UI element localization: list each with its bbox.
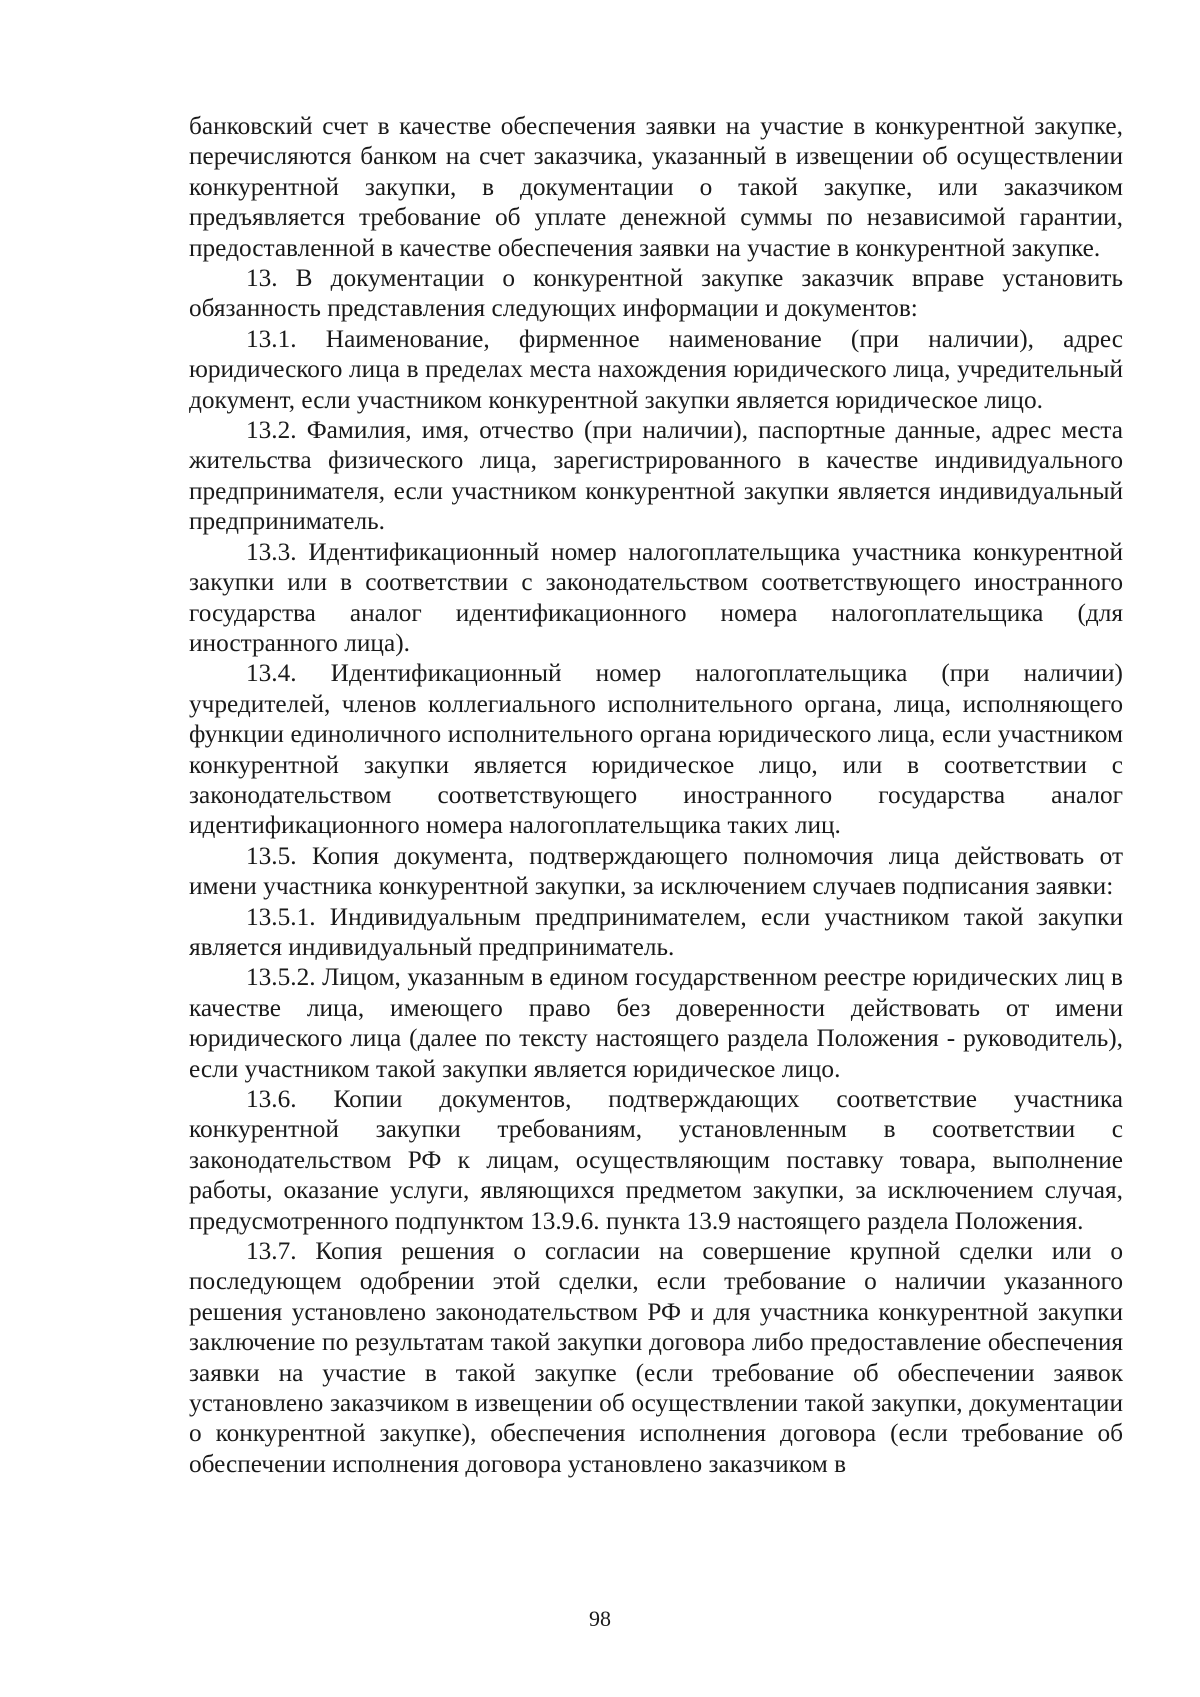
paragraph-13: 13. В документации о конкурентной закупке заказчик вправе установить обязанность представления следующих информации и документов: — [189, 264, 1123, 323]
paragraph-13-3: 13.3. Идентификационный номер налогоплательщика участника конкурентной закупки или в соответствии с законодательством соответствующего иностранного государства аналог идентификационного номера налогоплательщика (для иностранного лица). — [189, 537, 1123, 657]
paragraph-13-7: 13.7. Копия решения о согласии на совершение крупной сделки или о последующем одобрении этой сделки, если требование о наличии указанного решения установлено законодательством РФ и для участника конкурентной закупки заключение по результатам такой закупки договора либо предоставление обеспечения заявки на участие в такой закупке (если требование об обеспечении заявок установлено заказчиком в извещении об осуществлении такой закупки, документации о конкурентной закупке), обеспечения исполнения договора (если требование об обеспечении исполнения договора установлено заказчиком в — [189, 1237, 1123, 1478]
paragraph-13-6: 13.6. Копии документов, подтверждающих соответствие участника конкурентной закупки требованиям, установленным в соответствии с законодательством РФ к лицам, осуществляющим поставку товара, выполнение работы, оказание услуги, являющихся предметом закупки, за исключением случая, предусмотренного подпунктом 13.9.6. пункта 13.9 настоящего раздела Положения. — [189, 1085, 1123, 1235]
paragraph-13-4: 13.4. Идентификационный номер налогоплательщика (при наличии) учредителей, членов коллегиального исполнительного органа, лица, исполняющего функции единоличного исполнительного органа юридического лица, если участником конкурентной закупки является юридическое лицо, или в соответствии с законодательством соответствующего иностранного государства аналог идентификационного номера налогоплательщика таких лиц. — [189, 659, 1123, 840]
page-number: 98 — [589, 1606, 611, 1631]
paragraph-13-1: 13.1. Наименование, фирменное наименование (при наличии), адрес юридического лица в пределах места нахождения юридического лица, учредительный документ, если участником конкурентной закупки является юридическое лицо. — [189, 324, 1123, 414]
paragraph-13-5-1: 13.5.1. Индивидуальным предпринимателем, если участником такой закупки является индивидуальный предприниматель. — [189, 902, 1123, 961]
paragraph-13-2: 13.2. Фамилия, имя, отчество (при наличии), паспортные данные, адрес места жительства физического лица, зарегистрированного в качестве индивидуального предпринимателя, если участником конкурентной закупки является индивидуальный предприниматель. — [189, 416, 1123, 536]
document-body — [189, 111, 1123, 1479]
paragraph-13-5-2: 13.5.2. Лицом, указанным в едином государственном реестре юридических лиц в качестве лица, имеющего право без доверенности действовать от имени юридического лица (далее по тексту настоящего раздела Положения - руководитель), если участником такой закупки является юридическое лицо. — [189, 963, 1123, 1083]
paragraph-13-5: 13.5. Копия документа, подтверждающего полномочия лица действовать от имени участника конкурентной закупки, за исключением случаев подписания заявки: — [189, 841, 1123, 901]
paragraph-continuation: банковский счет в качестве обеспечения заявки на участие в конкурентной закупке, перечисляются банком на счет заказчика, указанный в извещении об осуществлении конкурентной закупки, в документации о такой закупке, или заказчиком предъявляется требование об уплате денежной суммы по независимой гарантии, предоставленной в качестве обеспечения заявки на участие в конкурентной закупке. — [189, 112, 1123, 262]
